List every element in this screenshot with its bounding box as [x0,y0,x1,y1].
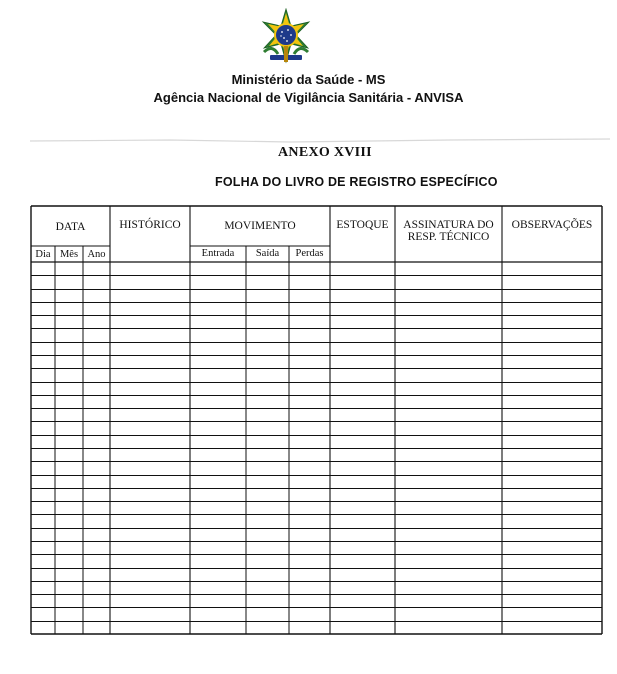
column-header-data: DATA [55,221,86,233]
assinatura-line-1: ASSINATURA DO [403,219,494,231]
subheader-entrada: Entrada [201,248,235,259]
subheader-dia: Dia [35,249,51,260]
sheet-title: FOLHA DO LIVRO DE REGISTRO ESPECÍFICO [215,175,498,189]
subheader-saida: Saída [255,248,280,259]
column-header-movimento: MOVIMENTO [224,220,296,232]
column-header-historico: HISTÓRICO [119,219,181,231]
column-header-observacoes: OBSERVAÇÕES [511,219,593,231]
assinatura-line-2: RESP. TÉCNICO [407,231,490,243]
agency-name: Agência Nacional de Vigilância Sanitária - ANVISA [153,90,464,105]
subheader-perdas: Perdas [295,248,324,259]
column-header-assinatura [395,219,502,243]
subheader-mes: Mês [59,249,79,260]
column-header-estoque: ESTOQUE [336,219,389,231]
ministry-name: Ministério da Saúde - MS [231,72,386,87]
subheader-ano: Ano [87,249,106,260]
annex-title: ANEXO XVIII [278,145,372,160]
